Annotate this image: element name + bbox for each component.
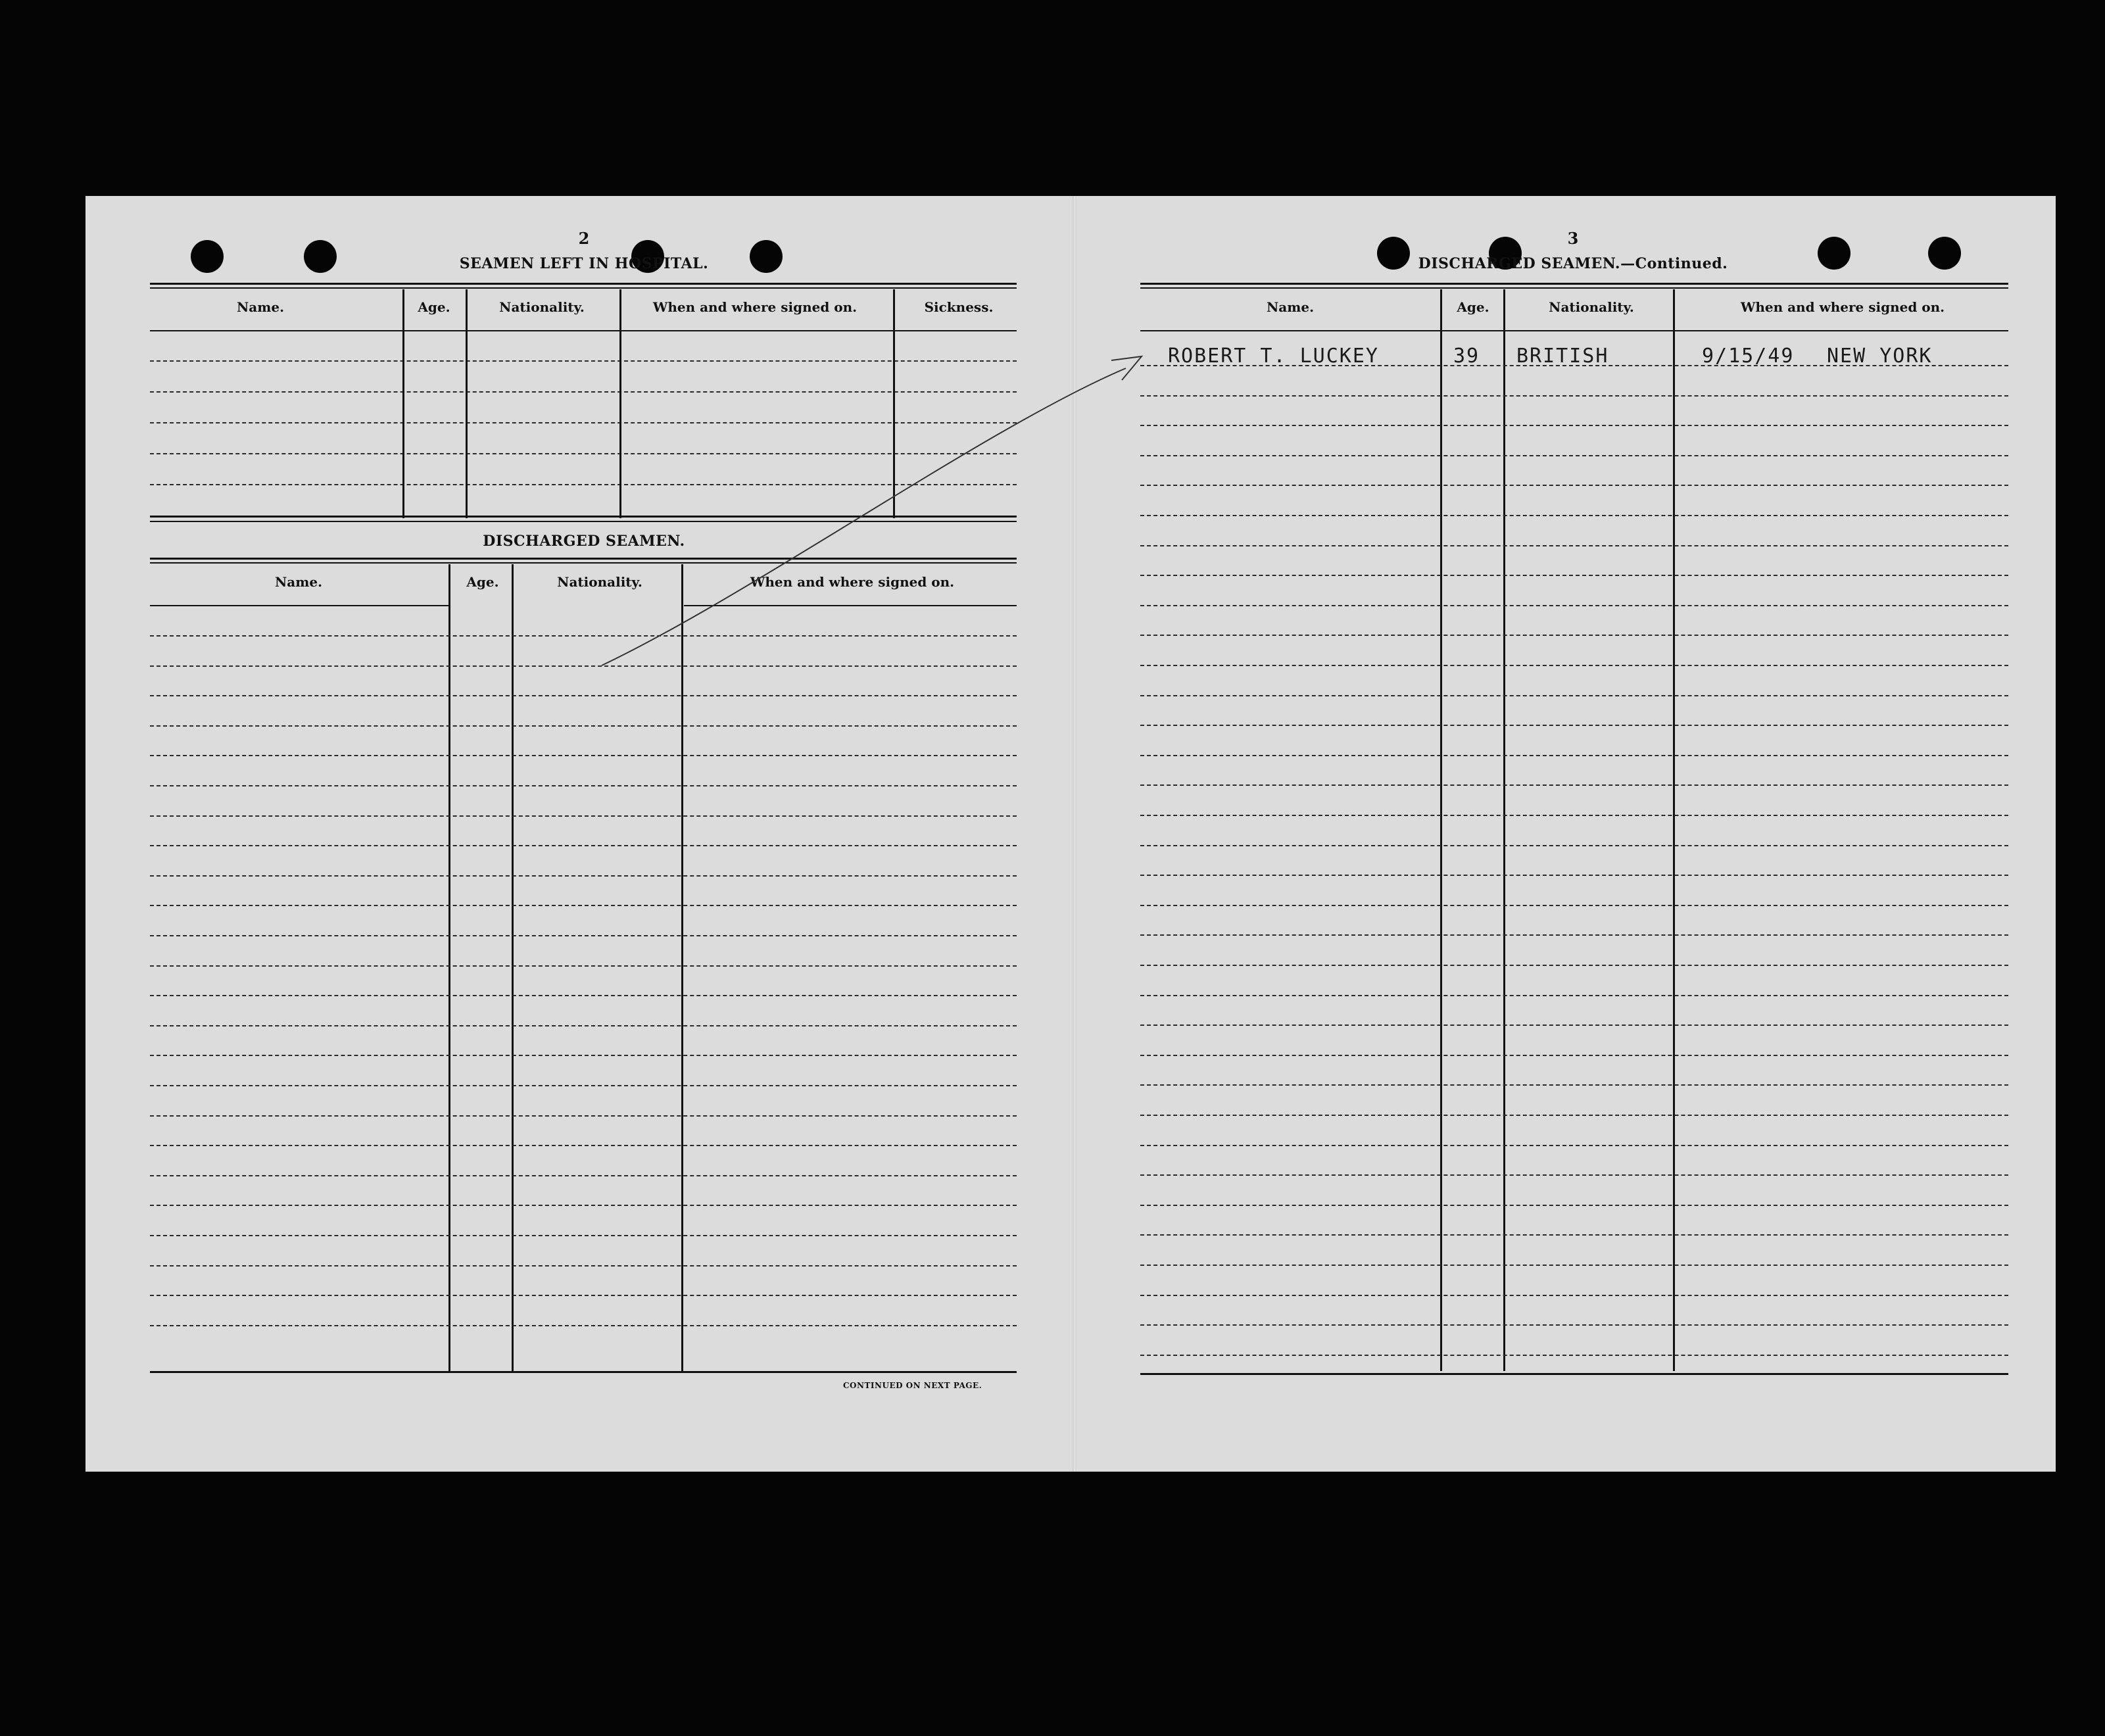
page-number-left: 2 xyxy=(578,229,590,248)
discharged-continued-title: DISCHARGED SEAMEN.—Continued. xyxy=(1418,255,1728,272)
right-col-nationality: Nationality. xyxy=(1549,299,1634,315)
right-col-age: Age. xyxy=(1457,299,1489,315)
entry-name: ROBERT T. LUCKEY xyxy=(1168,345,1379,368)
discharged-col-age: Age. xyxy=(466,574,499,590)
entry-place: NEW YORK xyxy=(1827,345,1933,368)
hospital-col-name: Name. xyxy=(236,299,285,315)
hospital-col-nationality: Nationality. xyxy=(499,299,585,315)
entry-date: 9/15/49 xyxy=(1702,345,1795,368)
continued-footnote: CONTINUED ON NEXT PAGE. xyxy=(843,1381,982,1390)
discharged-col-name: Name. xyxy=(274,574,323,590)
entry-age: 39 xyxy=(1453,345,1480,368)
hospital-col-sickness: Sickness. xyxy=(924,299,994,315)
page-number-right: 3 xyxy=(1567,229,1579,248)
right-col-signed-on: When and where signed on. xyxy=(1740,299,1945,315)
right-col-name: Name. xyxy=(1266,299,1315,315)
hospital-col-age: Age. xyxy=(418,299,450,315)
discharged-col-nationality: Nationality. xyxy=(557,574,642,590)
discharged-col-signed-on: When and where signed on. xyxy=(750,574,955,590)
hospital-section-title: SEAMEN LEFT IN HOSPITAL. xyxy=(459,255,709,272)
discharged-section-title: DISCHARGED SEAMEN. xyxy=(483,533,685,550)
hospital-col-signed-on: When and where signed on. xyxy=(652,299,858,315)
entry-nationality: BRITISH xyxy=(1516,345,1609,368)
